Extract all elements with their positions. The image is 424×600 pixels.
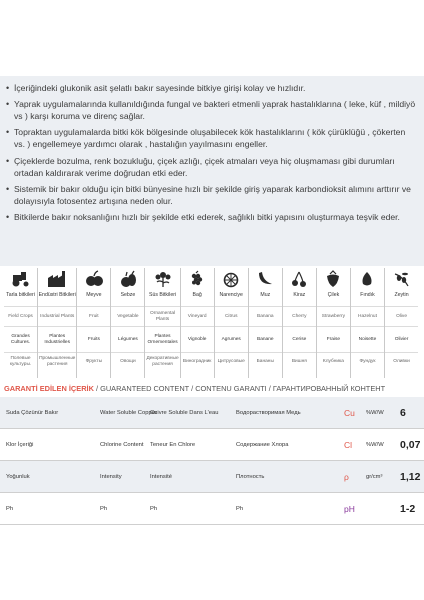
crop-name-fr: Noisette [351,326,384,352]
tractor-icon [10,268,32,290]
guaranteed-content-heading [4,384,385,393]
crop-name-fr: Plantes Ornementales [145,326,179,352]
crop-column [350,268,384,378]
crop-name-ru: Декоративные растения [145,352,179,370]
crop-name-fr: Banane [249,326,282,352]
crop-column [384,268,418,378]
cherry-icon [288,268,310,290]
bullet-text: Çiçeklerde bozulma, renk bozukluğu, çiçek azlığı, çiçek atmaları veya hiç oluşmaması gibi durumları ortadan kaldırarak verime doğrudan etki eder. [14,155,395,178]
value: 6 [400,406,406,419]
crop-name-en: Field Crops [4,306,37,326]
crop-name: Muz [260,292,271,298]
crop-name-fr: Fruits [77,326,110,352]
bullet-marker: • [6,155,10,166]
value: 1-2 [400,502,416,515]
cell-en: Intensity [100,473,122,480]
element-symbol: pH [344,503,355,514]
vegetable-icon [117,268,139,290]
cell-fr: Teneur En Chlore [150,441,196,448]
bullet-marker: • [6,183,10,194]
guaranteed-content-translations: / GUARANTEED CONTENT / CONTENU GARANTI / ГАРАНТИРОВАННЫЙ КОНТЕНТ [93,384,386,393]
list-item [6,155,416,179]
citrus-icon [220,268,242,290]
crop-name-fr: Olivier [385,326,418,352]
crop-name-ru: Клубника [317,352,350,370]
crop-name-fr: Plantes Industrielles [38,326,76,352]
crop-name: Süs Bitkileri [148,292,177,298]
feature-list [0,76,424,266]
bullet-marker: • [6,211,10,222]
crop-name: Çilek [327,292,340,298]
content-table [0,397,424,525]
crop-name-en: Vineyard [181,306,214,326]
bullet-text: İçeriğindeki glukonik asit şelatlı bakır sayesinde bitkiye girişi kolay ve hızlıdır. [14,83,306,93]
list-item [6,126,416,150]
bullet-text: Yaprak uygulamalarında kullanıldığında fungal ve bakteri etmenli yaprak hastalıklarına ( leke, küf , mildiyö vs ) karşı koruma ve direnç sağlar. [14,99,416,122]
olive-icon [391,268,413,290]
bullet-text: Bitkilerde bakır noksanlığını hızlı bir şekilde etki ederek, sağlıklı bitki yapısını oluşturmaya teşvik eder. [14,211,400,222]
list-item [6,211,416,223]
crop-name: Bağ [192,292,202,298]
grape-icon [186,268,208,290]
cell-tr: Klor İçeriği [6,441,34,448]
cell-fr: Intensité [150,473,172,480]
crop-name-ru: Цитрусовые [215,352,248,370]
fruit-icon [83,268,105,290]
cell-ru: Ph [236,505,244,512]
crop-name-en: Strawberry [317,306,350,326]
strawberry-icon [322,268,344,290]
crop-name-en: Ornamental Plants [145,306,179,326]
crop-name-en: Banana [249,306,282,326]
table-row [0,397,424,429]
crop-name: Kiraz [293,292,306,298]
list-item [6,82,416,94]
crop-name: Tarla bitkileri [6,292,35,298]
unit: %W/W [366,409,384,416]
crop-name-en: Industrial Plants [38,306,76,326]
unit: gr/cm³ [366,473,383,480]
crop-column [180,268,214,378]
crop-name: Zeytin [394,292,409,298]
crop-name-fr: Agrumes [215,326,248,352]
crop-column [214,268,248,378]
crop-name-ru: Фундук [351,352,384,370]
value: 0,07 [400,438,421,451]
crop-name-en: Olive [385,306,418,326]
crop-name-fr: Légumes [111,326,144,352]
crop-name-en: Vegetable [111,306,144,326]
element-symbol: Cl [344,439,353,450]
crop-name-ru: Промышленные растения [38,352,76,370]
cell-ru: Содержание Хлора [236,441,289,448]
crop-name-ru: Фрукты [77,352,110,370]
crop-name-en: Hazelnut [351,306,384,326]
crop-name-ru: Полевые культуры. [4,352,37,370]
crop-name-fr: Cerise [283,326,316,352]
crop-column [110,268,144,378]
ornamental-plant-icon [152,268,174,290]
crop-name-ru: Оливки [385,352,418,370]
crop-column [76,268,110,378]
crop-column [282,268,316,378]
cell-en: Ph [100,505,108,512]
crop-name-fr: Vignoble [181,326,214,352]
crop-name: Narenciye [219,292,243,298]
crop-column [4,268,37,378]
crop-name-en: Fruit [77,306,110,326]
table-row [0,461,424,493]
crop-name-en: Citrus [215,306,248,326]
crop-name-en: Cherry [283,306,316,326]
banana-icon [254,268,276,290]
unit: %W/W [366,441,384,448]
factory-icon [46,268,68,290]
cell-tr: Ph [6,505,14,512]
value: 1,12 [400,470,421,483]
crop-name-ru: Виноградник [181,352,214,370]
element-symbol: ρ [344,471,349,482]
crop-grid [4,268,418,378]
crop-name: Endüstri Bitkileri [38,292,76,298]
crop-column [144,268,179,378]
cell-tr: Suda Çözünür Bakır [6,409,59,416]
list-item [6,183,416,207]
bullet-marker: • [6,99,10,110]
table-row [0,493,424,525]
cell-fr: Cuivre Soluble Dans L'eau [150,409,219,416]
crop-column [316,268,350,378]
crop-name-fr: Fraise [317,326,350,352]
crop-name: Fındık [360,292,375,298]
bullet-text: Sistemik bir bakır olduğu için bitki bünyesine hızlı bir şekilde giriş yaparak karbondioksit alımını arttırır ve dolayısıyla fotosentez artışına neden olur. [14,183,411,206]
crop-name: Sebze [120,292,136,298]
cell-ru: Плотность [236,473,265,480]
cell-en: Water Soluble Copper [100,409,157,416]
bullet-marker: • [6,83,10,93]
crop-name-ru: Овощи [111,352,144,370]
cell-en: Chlorine Content [100,441,144,448]
crop-name-fr: Grandes Cultures. [4,326,37,352]
bullet-text: Topraktan uygulamalarda bitki kök bölgesinde oluşabilecek kök hastalıklarını ( kök çürüklüğü , çökerten vs. ) engellemeye yardımcı olarak , hastalığın yayılmasını engeller. [14,127,406,150]
crop-name-ru: Бананы [249,352,282,370]
cell-tr: Yoğunluk [6,473,30,480]
crop-column [248,268,282,378]
hazelnut-icon [356,268,378,290]
crop-name-ru: Вишня [283,352,316,370]
element-symbol: Cu [344,407,355,418]
crop-name: Meyve [86,292,102,298]
table-row [0,429,424,461]
bullet-marker: • [6,127,10,138]
cell-ru: Водорастворимая Медь [236,409,301,416]
list-item [6,98,416,122]
cell-fr: Ph [150,505,158,512]
guaranteed-content-highlight: GARANTİ EDİLEN İÇERİK [4,384,94,393]
crop-column [37,268,76,378]
